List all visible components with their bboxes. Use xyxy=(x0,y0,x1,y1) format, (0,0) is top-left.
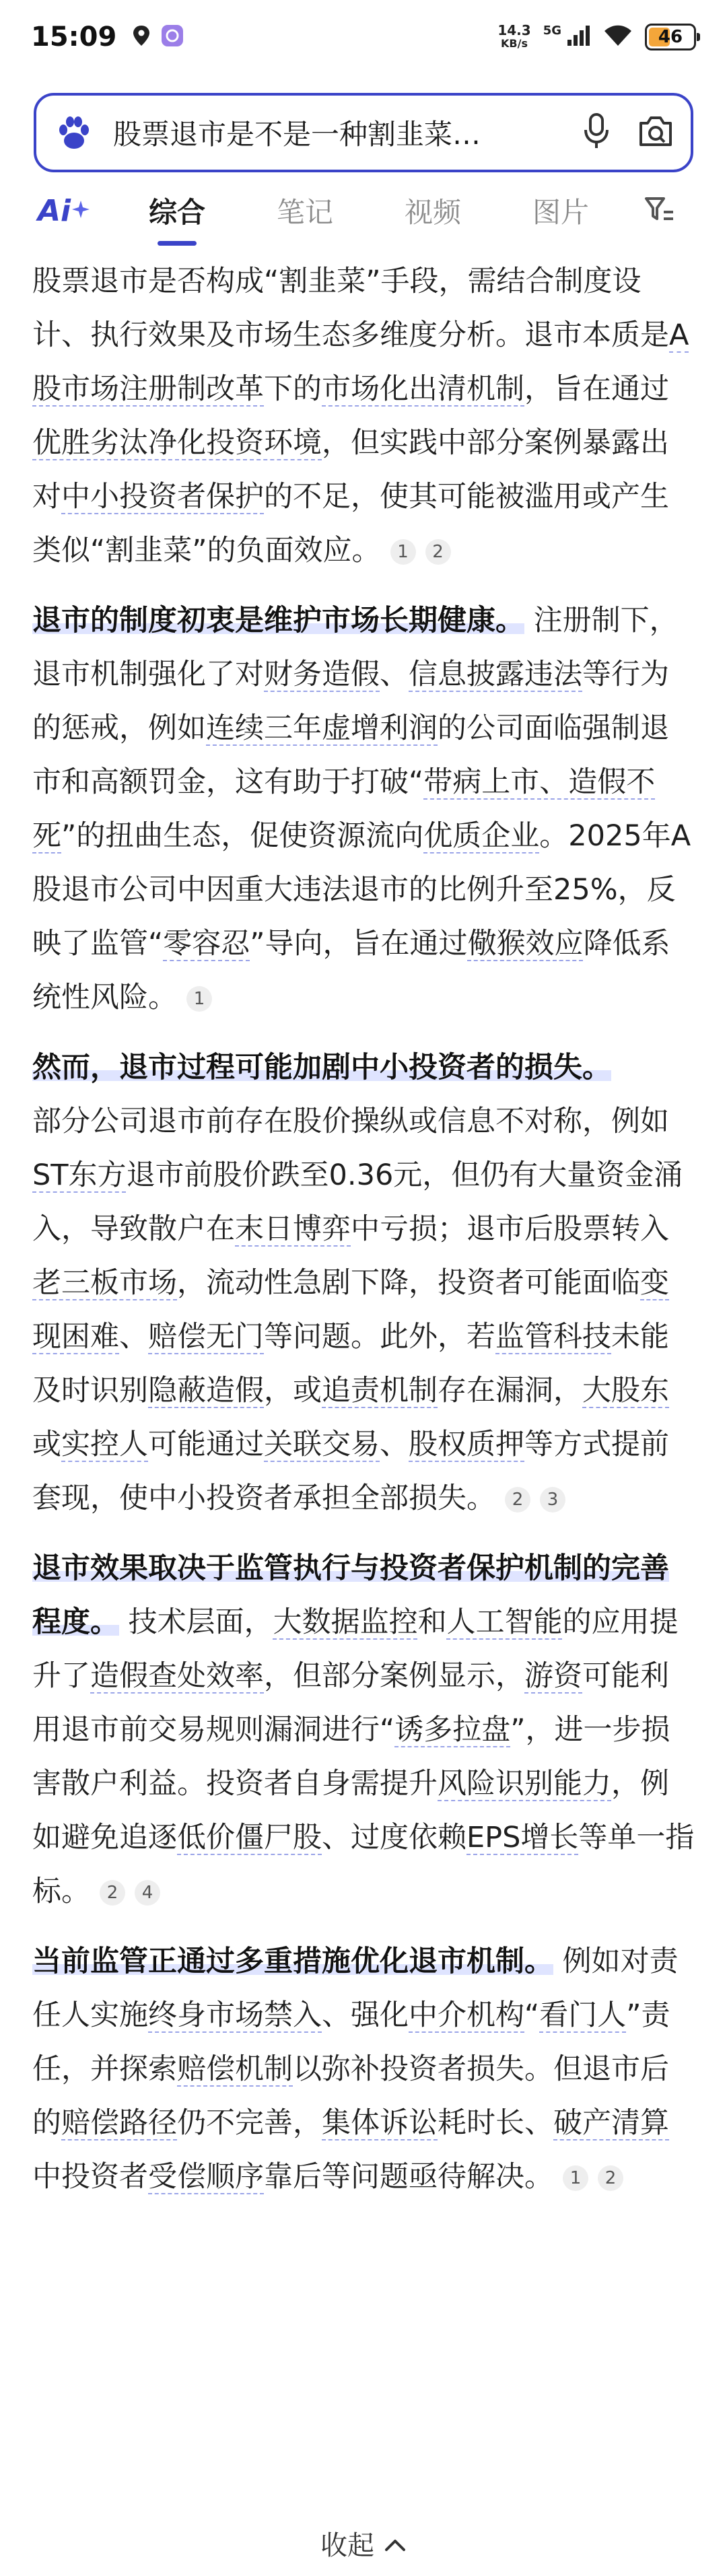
text-segment: 可能利用退市前交易规则漏洞进行“ xyxy=(32,1659,669,1747)
text-segment: ，但实践中部分案例暴露出对 xyxy=(32,426,669,514)
tab-ai[interactable] xyxy=(38,194,100,228)
keyword-link[interactable]: ST东方 xyxy=(32,1158,127,1192)
text-segment: 存在漏洞， xyxy=(438,1374,582,1407)
text-segment: 、 xyxy=(119,1320,148,1354)
keyword-link[interactable]: 赔偿路径 xyxy=(61,2106,177,2140)
citation-badge[interactable]: 1 xyxy=(186,986,212,1012)
text-segment: 耗时长、 xyxy=(438,2106,553,2140)
text-segment: ”责任，并探索 xyxy=(32,1998,670,2086)
keyword-link[interactable]: 隐蔽造假 xyxy=(148,1374,264,1407)
answer-paragraph-3 xyxy=(32,1041,695,1525)
citation-badge[interactable]: 4 xyxy=(135,1880,160,1906)
search-input[interactable]: 股票退市是不是一种割韭菜… xyxy=(113,118,481,151)
text-segment: 以弥补投资者损失。但退市后的 xyxy=(32,2052,669,2140)
keyword-link[interactable]: 信息披露违法 xyxy=(409,658,582,691)
mic-icon[interactable] xyxy=(583,112,610,153)
status-bar xyxy=(0,0,727,74)
text-segment: “ xyxy=(524,1998,540,2032)
keyword-link[interactable]: 儆猴效应 xyxy=(467,927,584,961)
net-speed-unit: KB/s xyxy=(501,37,528,50)
text-segment: ”的扭曲生态，促使资源流向 xyxy=(61,819,424,853)
signal-label: 5G xyxy=(543,23,561,38)
keyword-link[interactable]: 受偿顺序 xyxy=(148,2160,264,2194)
net-speed xyxy=(497,24,530,50)
baidu-paw-icon[interactable] xyxy=(53,111,96,154)
collapse-label: 收起 xyxy=(320,2530,374,2561)
keyword-link[interactable]: 破产清算 xyxy=(553,2106,669,2140)
keyword-link[interactable]: 大股东 xyxy=(582,1374,669,1407)
keyword-link[interactable]: 实控人 xyxy=(61,1428,148,1461)
keyword-link[interactable]: 赔偿机制 xyxy=(177,2052,293,2086)
keyword-link[interactable]: 财务造假 xyxy=(264,658,380,691)
tab-bar xyxy=(0,180,727,241)
wifi-icon xyxy=(603,24,633,50)
text-segment: 等方式提前套现，使中小投资者承担全部损失。 xyxy=(32,1428,669,1515)
keyword-link[interactable]: 股权质押 xyxy=(409,1428,524,1461)
app-badge-icon xyxy=(161,24,184,50)
text-segment: 、过度依赖 xyxy=(322,1821,466,1854)
text-segment: 部分公司退市前存在股价操纵或信息不对称，例如 xyxy=(32,1105,669,1138)
text-segment: ，或 xyxy=(264,1374,322,1407)
keyword-link[interactable]: 终身市场禁入 xyxy=(148,1998,322,2032)
text-segment: 技术层面， xyxy=(128,1605,273,1639)
keyword-link[interactable]: 追责机制 xyxy=(322,1374,438,1407)
keyword-link[interactable]: 集体诉讼 xyxy=(322,2106,438,2140)
tab-images[interactable]: 图片 xyxy=(532,196,589,229)
keyword-link[interactable]: 赔偿无门 xyxy=(148,1320,264,1354)
keyword-link[interactable]: A股市场注册制改革 xyxy=(32,318,689,406)
text-segment: ，旨在通过 xyxy=(524,372,669,406)
status-time: 15:09 xyxy=(31,22,117,53)
text-segment: 的不足，使其可能被滥用或产生类似“割韭菜”的负面效应。 xyxy=(32,480,669,567)
chevron-up-icon xyxy=(384,2528,407,2559)
tab-notes[interactable]: 笔记 xyxy=(276,196,333,229)
keyword-link[interactable]: 变现困难 xyxy=(32,1266,669,1354)
text-segment: ”，进一步损害散户利益。投资者自身需提升 xyxy=(32,1713,670,1801)
keyword-link[interactable]: 游资 xyxy=(524,1659,582,1693)
text-segment: ，例如避免追逐 xyxy=(32,1767,669,1854)
battery-level: 46 xyxy=(658,27,683,47)
filter-icon[interactable] xyxy=(644,195,676,227)
citation-badge[interactable]: 2 xyxy=(100,1880,125,1906)
text-segment: ”导向，旨在通过 xyxy=(250,927,468,961)
search-bar[interactable] xyxy=(34,93,693,172)
text-segment: 仍不完善， xyxy=(177,2106,322,2140)
keyword-link[interactable]: 零容忍 xyxy=(163,927,250,961)
keyword-link[interactable]: 老三板市场 xyxy=(32,1266,177,1300)
keyword-link[interactable]: 优质企业 xyxy=(423,819,540,853)
text-segment: 可能通过 xyxy=(148,1428,264,1461)
keyword-link[interactable]: 关联交易 xyxy=(264,1428,380,1461)
citation-badge[interactable]: 1 xyxy=(390,539,416,565)
paragraph-lead: 当前监管正通过多重措施优化退市机制。 xyxy=(32,1945,553,1978)
tab-video[interactable]: 视频 xyxy=(404,196,461,229)
keyword-link[interactable]: 监管科技 xyxy=(495,1320,611,1354)
answer-paragraph-1 xyxy=(32,254,695,578)
keyword-link[interactable]: EPS增长 xyxy=(466,1821,579,1854)
keyword-link[interactable]: 诱多拉盘 xyxy=(394,1713,511,1747)
signal-icon xyxy=(567,25,591,49)
citation-badge[interactable]: 1 xyxy=(563,2165,588,2191)
keyword-link[interactable]: 末日博弈 xyxy=(235,1212,351,1246)
battery-indicator xyxy=(645,24,696,50)
text-segment: ，但部分案例显示， xyxy=(264,1659,524,1693)
ai-answer-content xyxy=(32,254,695,2220)
keyword-link[interactable]: 连续三年虚增利润 xyxy=(206,711,438,745)
paragraph-lead: 然而，退市过程可能加剧中小投资者的损失。 xyxy=(32,1051,611,1084)
keyword-link[interactable]: 中小投资者保护 xyxy=(61,480,264,514)
text-segment: 等单一指标。 xyxy=(32,1821,695,1908)
text-segment: 例如对责任人实施 xyxy=(32,1945,679,2032)
keyword-link[interactable]: 市场化出清机制 xyxy=(322,372,524,406)
text-segment: 降低系统性风险。 xyxy=(32,927,670,1014)
text-segment: 。2025年A股退市公司中因重大违法退市的比例升至25%，反映了监管“ xyxy=(32,819,691,961)
tab-comprehensive[interactable]: 综合 xyxy=(113,190,241,231)
text-segment: 和 xyxy=(417,1605,447,1639)
keyword-link[interactable]: 优胜劣汰净化投资环境 xyxy=(32,426,322,460)
keyword-link[interactable]: 看门人 xyxy=(539,1998,627,2032)
keyword-link[interactable]: 造假查处效率 xyxy=(90,1659,264,1693)
answer-paragraph-4 xyxy=(32,1541,695,1918)
text-segment: 的应用提升了 xyxy=(32,1605,679,1693)
text-segment: 退市前股价跌至0.36元，但仍有大量资金涌入，导致散户在 xyxy=(32,1158,683,1246)
keyword-link[interactable]: 低价僵尸股 xyxy=(177,1821,322,1854)
text-segment: 靠后等问题亟待解决。 xyxy=(264,2160,553,2194)
text-segment: 、强化 xyxy=(322,1998,409,2032)
text-segment: 、 xyxy=(380,658,409,691)
keyword-link[interactable]: 带病上市、造假不死 xyxy=(32,765,656,853)
text-segment: 注册制下，退市机制强化了对 xyxy=(32,604,679,691)
answer-paragraph-5 xyxy=(32,1935,695,2204)
citation-badge[interactable]: 2 xyxy=(505,1487,530,1512)
paragraph-lead: 退市效果取决于监管执行与投资者保护机制的完善程度。 xyxy=(32,1552,669,1639)
keyword-link[interactable]: 人工智能 xyxy=(446,1605,563,1639)
text-segment: 中投资者 xyxy=(32,2160,148,2194)
keyword-link[interactable]: 大数据监控 xyxy=(273,1605,418,1639)
collapse-button[interactable] xyxy=(0,2524,727,2563)
text-segment: 未能及时识别 xyxy=(32,1320,669,1407)
location-icon xyxy=(131,24,151,50)
paragraph-lead: 退市的制度初衷是维护市场长期健康。 xyxy=(32,604,524,637)
text-segment: 或 xyxy=(32,1428,61,1461)
text-segment: 等问题。此外，若 xyxy=(264,1320,495,1354)
ai-sparkle-icon xyxy=(71,199,91,222)
text-segment: 中亏损；退市后股票转入 xyxy=(351,1212,669,1246)
keyword-link[interactable]: 中介机构 xyxy=(409,1998,524,2032)
citation-badge[interactable]: 2 xyxy=(425,539,451,565)
text-segment: 下的 xyxy=(264,372,322,406)
citation-badge[interactable]: 2 xyxy=(598,2165,623,2191)
camera-search-icon[interactable] xyxy=(637,114,674,151)
text-segment: 等行为的惩戒，例如 xyxy=(32,658,669,745)
text-segment: 股票退市是否构成“割韭菜”手段，需结合制度设计、执行效果及市场生态多维度分析。退市本质是 xyxy=(32,265,669,352)
citation-badge[interactable]: 3 xyxy=(540,1487,565,1512)
text-segment: 、 xyxy=(380,1428,409,1461)
net-speed-value: 14.3 xyxy=(497,22,531,38)
answer-paragraph-2 xyxy=(32,594,695,1024)
text-segment: 的公司面临强制退市和高额罚金，这有助于打破“ xyxy=(32,711,669,799)
text-segment: ，流动性急剧下降，投资者可能面临 xyxy=(177,1266,640,1300)
ai-label: Ai xyxy=(38,193,71,228)
keyword-link[interactable]: 风险识别能力 xyxy=(438,1767,611,1801)
